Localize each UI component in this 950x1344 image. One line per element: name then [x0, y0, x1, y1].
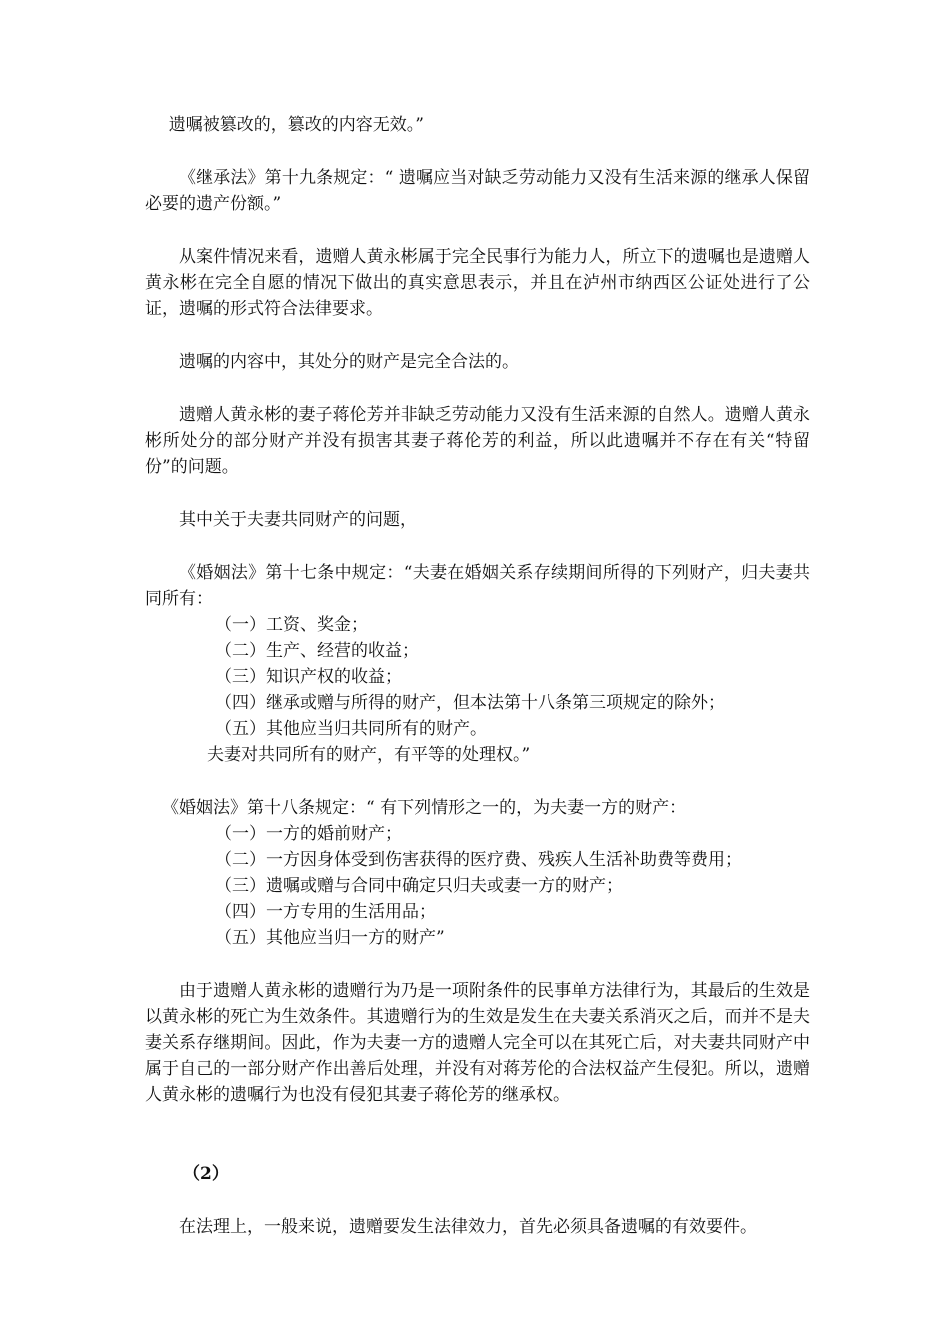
- art18-item: （三）遗嘱或赠与合同中确定只归夫或妻一方的财产；: [215, 876, 623, 896]
- art18-lead: 《婚姻法》第十八条规定：“ 有下列情形之一的，为夫妻一方的财产：: [162, 798, 687, 818]
- paragraph-tamper: 遗嘱被篡改的，篡改的内容无效。”: [168, 115, 424, 135]
- marriage-law-art17: [145, 560, 810, 768]
- art17-item: （二）生产、经营的收益；: [215, 641, 419, 661]
- art17-item: （三）知识产权的收益；: [215, 667, 402, 687]
- paragraph-joint-property-intro: 其中关于夫妻共同财产的问题，: [179, 510, 417, 530]
- paragraph-property-legal: 遗嘱的内容中，其处分的财产是完全合法的。: [179, 352, 519, 372]
- paragraph-spouse-status: 遗赠人黄永彬的妻子蒋伦芳并非缺乏劳动能力又没有生活来源的自然人。遗赠人黄永彬所处分的部分财产并没有损害其妻子蒋伦芳的利益，所以此遗嘱并不存在有关“特留份”的问题。: [145, 405, 810, 477]
- art18-item: （四）一方专用的生活用品；: [215, 902, 436, 922]
- section-heading: （2）: [183, 1164, 229, 1184]
- marriage-law-art18: [145, 795, 810, 951]
- art18-item: （二）一方因身体受到伤害获得的医疗费、残疾人生活补助费等费用；: [215, 850, 742, 870]
- art18-item: （一）一方的婚前财产；: [215, 824, 402, 844]
- art17-tail: 夫妻对共同所有的财产，有平等的处理权。”: [207, 745, 531, 765]
- art18-item: （五）其他应当归一方的财产”: [215, 928, 445, 948]
- blank-line: [145, 1135, 810, 1161]
- art17-lead: 《婚姻法》第十七条中规定：“夫妻在婚姻关系存续期间所得的下列财产，归夫妻共同所有：: [145, 563, 810, 609]
- document-page: [145, 112, 810, 1267]
- paragraph-final: 在法理上，一般来说，遗赠要发生法律效力，首先必须具备遗嘱的有效要件。: [179, 1217, 757, 1237]
- art17-item: （五）其他应当归共同所有的财产。: [215, 719, 487, 739]
- art17-item: （一）工资、奖金；: [215, 615, 368, 635]
- paragraph-conclusion: 由于遗赠人黄永彬的遗赠行为乃是一项附条件的民事单方法律行为，其最后的生效是以黄永彬的死亡为生效条件。其遗赠行为的生效是发生在夫妻关系消灭之后，而并不是夫妻关系存继期间。因此，作为夫妻一方的遗赠人完全可以在其死亡后，对夫妻共同财产中属于自己的一部分财产作出善后处理，并没有对蒋芳伦的合法权益产生侵犯。所以，遗赠人黄永彬的遗嘱行为也没有侵犯其妻子蒋伦芳的继承权。: [145, 981, 810, 1105]
- art17-item: （四）继承或赠与所得的财产，但本法第十八条第三项规定的除外；: [215, 693, 725, 713]
- paragraph-inheritance-law-art19: 《继承法》第十九条规定：“ 遗嘱应当对缺乏劳动能力又没有生活来源的继承人保留必要的遗产份额。”: [145, 168, 810, 214]
- paragraph-case-analysis: 从案件情况来看，遗赠人黄永彬属于完全民事行为能力人，所立下的遗嘱也是遗赠人黄永彬在完全自愿的情况下做出的真实意思表示，并且在泸州市纳西区公证处进行了公证，遗嘱的形式符合法律要求。: [145, 247, 810, 319]
